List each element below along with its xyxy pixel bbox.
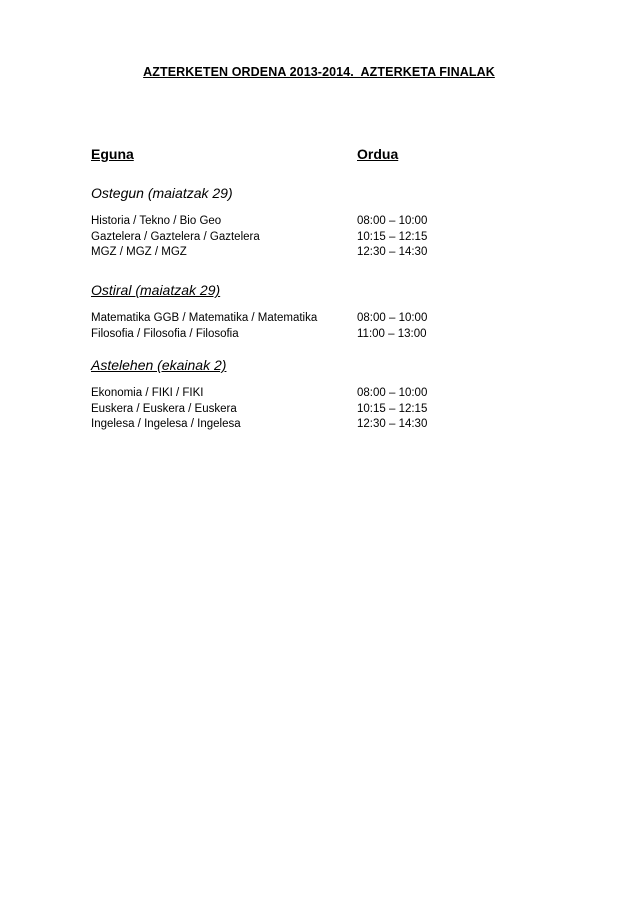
day-title: Astelehen (ekainak 2) [91,357,227,373]
day-section [91,281,551,342]
exam-subject: Ingelesa / Ingelesa / Ingelesa [91,418,241,430]
exam-subject: Gaztelera / Gaztelera / Gaztelera [91,230,260,243]
day-section [91,356,551,433]
exam-time: 08:00 – 10:00 [357,312,428,324]
exam-row [91,230,551,246]
document-title: AZTERKETEN ORDENA 2013-2014. AZTERKETA FINALAK [143,65,495,79]
exam-time: 11:00 – 13:00 [357,327,427,340]
day-title: Ostegun (maiatzak 29) [91,185,233,201]
exam-row [91,327,551,343]
exam-subject: Matematika GGB / Matematika / Matematika [91,312,318,324]
time-column-header: Ordua [357,146,399,162]
exam-row [91,311,551,327]
exam-time: 12:30 – 14:30 [357,246,428,258]
exam-row [91,386,551,402]
exam-subject: MGZ / MGZ / MGZ [91,246,187,258]
exam-row [91,402,551,418]
exam-subject: Ekonomia / FIKI / FIKI [91,387,204,399]
exam-row [91,417,551,433]
exam-row [91,245,551,261]
exam-time: 10:15 – 12:15 [357,402,428,415]
exam-subject: Euskera / Euskera / Euskera [91,402,237,415]
exam-time: 08:00 – 10:00 [357,387,428,399]
day-title: Ostiral (maiatzak 29) [91,282,221,298]
day-column-header: Eguna [91,146,134,162]
day-section [91,184,551,261]
exam-time: 10:15 – 12:15 [357,230,428,243]
exam-subject: Historia / Tekno / Bio Geo [91,215,222,227]
exam-time: 12:30 – 14:30 [357,418,428,430]
exam-subject: Filosofia / Filosofia / Filosofia [91,327,239,340]
exam-row [91,214,551,230]
exam-time: 08:00 – 10:00 [357,215,428,227]
